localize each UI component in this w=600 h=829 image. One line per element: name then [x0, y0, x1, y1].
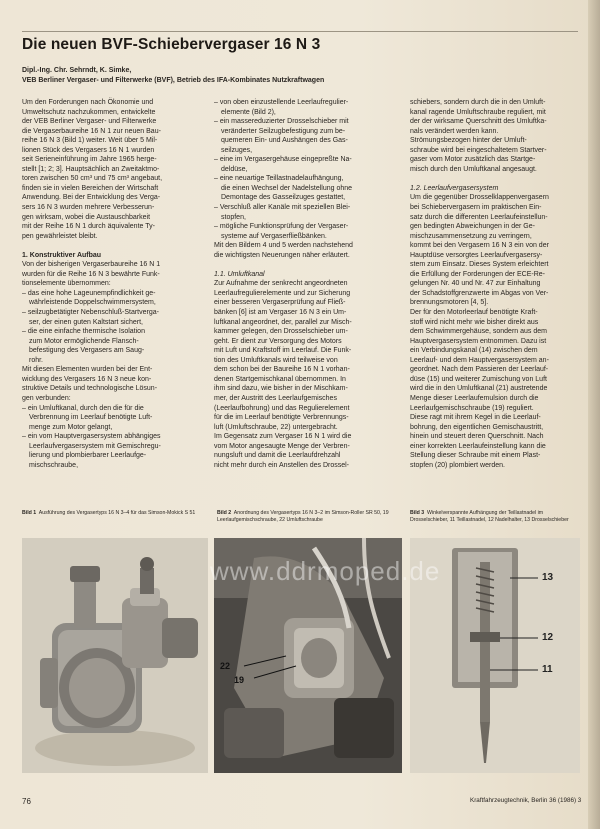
fig3-label-12: 12 — [542, 632, 554, 643]
text-line: zum Motor ermöglichende Flansch- — [29, 337, 139, 345]
text-line: Hauptdüse versorgtes Leerlaufvergasersy- — [410, 251, 543, 259]
text-line: gen verbunden: — [22, 394, 71, 402]
text-line: systeme auf Vergaserfließbänken. — [221, 232, 327, 240]
text-line: vom Motor angesaugte Menge der Verbren- — [214, 442, 350, 450]
text-line: – eine im Vergasergehäuse eingepreßte Na- — [214, 156, 352, 164]
text-line: nicht mehr durch ein Anstellen des Drossel- — [214, 461, 350, 469]
section-heading-1: 1. Konstruktiver Aufbau — [22, 251, 102, 259]
text-line: Leerlauf- und dem Hauptvergasersystem an- — [410, 356, 549, 364]
authors-line-1: Dipl.-Ing. Chr. Sehrndt, K. Simke, — [22, 67, 132, 74]
column-3 — [410, 98, 590, 470]
text-line: luft (Umluftschraube, 22) untergebracht. — [214, 423, 338, 431]
text-line: – eine neuartige Teillastnadelaufhängung, — [214, 175, 344, 183]
text-line: nungsluft und damit die Leerlaufdrehzahl — [214, 452, 341, 460]
journal-footer: Kraftfahrzeugtechnik, Berlin 36 (1986) 3 — [470, 797, 582, 804]
text-line: der VEB Berliner Vergaser- und Filterwerke — [22, 118, 157, 126]
text-line: Demontage des Gasseilzuges gestattet, — [221, 194, 346, 202]
text-line: tionselemente übernommen: — [22, 280, 111, 288]
text-line: stellt [1; 2; 3]. Hauptsächlich an Zweitaktmo- — [22, 165, 160, 173]
text-line: Anwendung. Bei der Entwicklung des Verga- — [22, 194, 161, 202]
text-line: – Verschluß aller Kanäle mit speziellen Blei- — [214, 204, 351, 212]
text-line: düse (15) und weiterer Zumischung von Luft — [410, 375, 547, 383]
bullet-item — [22, 289, 208, 308]
bullet-item — [214, 222, 402, 241]
text-line: struktive Details und technologische Lösun- — [22, 385, 158, 393]
text-line: mischzusammensetzung zu verringern, — [410, 232, 532, 240]
text-line: tion des Umluftkanals wird teilweise von — [214, 356, 338, 364]
text-line: Verbrennung im Leerlauf benötigte Luft- — [29, 414, 153, 422]
text-line: gaser vom Motor zusätzlich das Startge- — [410, 156, 536, 164]
text-line: Strömungsbezogen hinter der Umluft- — [410, 137, 527, 145]
fig2-label-19: 19 — [234, 675, 245, 685]
text-line: – seilzugbetätigter Nebenschluß-Startverga- — [22, 309, 159, 317]
bullet-item — [22, 432, 208, 470]
text-line: lionen Stück des Vergasers 16 N 1 wurden — [22, 146, 155, 154]
bullet-item — [214, 155, 402, 174]
bullet-item — [22, 308, 208, 327]
caption-3-label: Bild 3 — [410, 510, 425, 516]
text-line: bohrung, den eigentlichen Gemischaustritt, — [410, 423, 544, 431]
caption-bild-1 — [22, 510, 202, 517]
text-line: toren zwischen 50 cm³ und 75 cm³ angebaut, — [22, 175, 163, 183]
column-2 — [214, 98, 402, 470]
text-line: Umweltschutz nachzukommen, entwickelte — [22, 108, 156, 116]
text-line: einer korrekten Leerlaufeinstellung kann die — [410, 442, 546, 450]
text-line: dem Schwimmergehäuse, sondern aus dem — [410, 328, 547, 336]
caption-2-label: Bild 2 — [217, 510, 232, 516]
text-line: währleistende Doppelschwimmersystem, — [29, 299, 156, 307]
text-line: nals verändert werden kann. — [410, 127, 499, 135]
page-number: 76 — [22, 797, 31, 806]
text-line: stopfen (20) plombiert werden. — [410, 461, 505, 469]
text-line: menge zum Motor gelangt, — [29, 423, 113, 431]
authors — [22, 66, 582, 86]
text-line: befestigung des Vergasers am Saug- — [29, 347, 145, 355]
text-line: lierung und plombierbarer Leerlaufge- — [29, 452, 147, 460]
text-line: – ein massereduzierter Drosselschieber mit — [214, 118, 349, 126]
text-line: Hauptvergasersystem entnommen. Dazu ist — [410, 337, 547, 345]
text-line: die einen Wechsel der Nadelstellung ohne — [221, 184, 353, 192]
bullet-item — [214, 174, 402, 203]
text-line: Von der bisherigen Vergaserbaureihe 16 N 1 — [22, 261, 161, 269]
text-line: – mögliche Funktionsprüfung der Vergaser- — [214, 223, 349, 231]
text-line: Mit diesen Elementen wurden bei der Ent- — [22, 366, 153, 374]
text-line: Zur Aufnahme der senkrecht angeordneten — [214, 280, 348, 288]
subheading-umluftkanal: 1.1. Umluftkanal — [214, 270, 265, 278]
caption-bild-2 — [217, 510, 402, 523]
text-line: deldüse, — [221, 165, 248, 173]
bullet-item — [22, 404, 208, 433]
text-line: wird die in den Umluftkanal (21) austretende — [410, 385, 548, 393]
text-line: Diese ragt mit ihrem Kegel in die Leerlauf- — [410, 414, 541, 422]
text-line: dem schon bei der Baureihe 16 N 1 vorhan- — [214, 366, 350, 374]
text-line: reihe 16 N 3 (Bild 1) weiter. Weit über 5 Mil- — [22, 137, 158, 145]
text-line: einer besseren Vergaserprüfung auf Fließ- — [214, 299, 346, 307]
article-title: Die neuen BVF-Schiebervergaser 16 N 3 — [22, 36, 321, 53]
col1-p2 — [22, 260, 208, 289]
bullet-item — [22, 327, 208, 365]
col1-p3 — [22, 365, 208, 403]
text-line: veränderter Seilzugbefestigung zum be- — [221, 127, 346, 135]
text-line: wicklung des Vergasers 16 N 3 neue kon- — [22, 375, 152, 383]
col3-p2 — [410, 193, 590, 470]
bullet-item — [214, 117, 402, 155]
text-line: brennungsmotoren [4, 5]. — [410, 299, 489, 307]
text-line: Leerlaufregulierelemente und zur Sicherung — [214, 289, 351, 297]
text-line: ser, der einen guten Kaltstart sichert, — [29, 318, 144, 326]
text-line: mischschraube, — [29, 461, 79, 469]
text-line: wurden für die Reihe 16 N 3 bewährte Funk- — [22, 270, 160, 278]
text-line: schiebers, sondern durch die in den Umluft- — [410, 99, 546, 106]
text-line: gen wirksam, wobei die Austauschbarkeit — [22, 213, 151, 221]
text-line: kammer gelegen, den Drosselschieber um- — [214, 328, 348, 336]
text-line: – das eine hohe Lageunempfindlichkeit ge- — [22, 289, 156, 297]
text-line: elemente (Bild 2), — [221, 108, 276, 116]
text-line: der Schadstoffgrenzwerte im Abgas von Ver- — [410, 289, 549, 297]
text-line: bei Schiebervergasern im praktischen Ein- — [410, 204, 542, 212]
caption-1-text: Ausführung des Vergasertyps 16 N 3–4 für das Simson-Mokick S 51 — [38, 510, 196, 516]
caption-2-text: Anordnung des Vergasertyps 16 N 3–2 im Simson-Roller SR 50, 19 Leerlaufgemischschraube, 22 Umluftschraube — [217, 510, 389, 523]
watermark: www.ddrmoped.de — [210, 556, 441, 586]
figure-1-carburetor-photo — [22, 538, 208, 773]
col1-bullets — [22, 289, 208, 365]
text-line: luftkanal angeordnet, der, parallel zur Misch- — [214, 318, 352, 326]
text-line: satz durch die differenten Leerlaufeinstellun- — [410, 213, 548, 221]
text-line: – ein Umluftkanal, durch den die für die — [22, 404, 144, 412]
text-line: (Leerlaufbohrung) und das Regulierelement — [214, 404, 350, 412]
fig3-label-13: 13 — [542, 572, 554, 583]
text-line: Stellung dieser Schraube mit einem Plast- — [410, 452, 541, 460]
text-line: stoff wird nicht mehr wie bisher direkt aus — [410, 318, 539, 326]
text-line: sers 16 N 3 wurden mehrere Verbesserun- — [22, 204, 155, 212]
text-line: Menge dieser Leerlaufemulsion durch die — [410, 394, 539, 402]
text-line: gelungen Nr. 40 und Nr. 47 zur Einhaltung — [410, 280, 541, 288]
text-line: hinein und steuert deren Querschnitt. Nach — [410, 433, 544, 441]
text-line: stem zum Einsatz. Dieses System erleichtert — [410, 261, 549, 269]
col2-bullets — [214, 98, 402, 241]
text-line: rohr. — [29, 356, 44, 364]
text-line: kommt bei den Vergasern 16 N 3 ein von der — [410, 242, 549, 250]
text-line: die Vergaserbaureihe 16 N 1 zur neuen Bau- — [22, 127, 161, 135]
text-line: kanal ragende Umluftschraube reguliert, mit — [410, 108, 546, 116]
col2-p1 — [214, 241, 402, 260]
text-line: bänken [6] ist am Vergaser 16 N 3 ein Um- — [214, 309, 347, 317]
text-line: – die eine einfache thermische Isolation — [22, 328, 145, 336]
text-line: gen bedingten Abweichungen in der Ge- — [410, 223, 535, 231]
col2-p2 — [214, 279, 402, 470]
text-line: ihm sind dazu, wie bisher in der Mischkam- — [214, 385, 348, 393]
col1-intro — [22, 98, 208, 241]
text-line: pen gewährleistet bleibt. — [22, 232, 98, 240]
top-rule — [22, 31, 578, 32]
caption-1-label: Bild 1 — [22, 510, 37, 516]
text-line: finden sie in vielen Bereichen der Wirtschaft — [22, 184, 159, 192]
column-1 — [22, 98, 208, 470]
text-line: schraube wird bei eingeschaltetem Startver- — [410, 146, 547, 154]
text-line: Der für den Motorleerlauf benötigte Kraft- — [410, 309, 538, 317]
text-line: geht. Er dient zur Versorgung des Motors — [214, 337, 342, 345]
col1-bullets-2 — [22, 404, 208, 471]
text-line: misch durch den Umluftkanal angesaugt. — [410, 165, 537, 173]
text-line: – von oben einzustellende Leerlaufregulier- — [214, 99, 349, 106]
text-line: ein Verbindungskanal (14) zwischen dem — [410, 347, 538, 355]
text-line: stopfen, — [221, 213, 246, 221]
fig2-label-22: 22 — [220, 661, 231, 671]
text-line: die wichtigsten Neuerungen näher erläutert. — [214, 251, 350, 259]
text-line: die Erfüllung der Forderungen der ECE-Re- — [410, 270, 546, 278]
bullet-item — [214, 98, 402, 117]
bullet-item — [214, 203, 402, 222]
subheading-leerlaufvergasersystem: 1.2. Leerlaufvergasersystem — [410, 184, 499, 192]
text-line: mit der Reihe 16 N 1 durch äquivalente Ty- — [22, 223, 155, 231]
text-line: mer, der Austritt des Leerlaufgemisches — [214, 394, 337, 402]
caption-bild-3 — [410, 510, 580, 523]
text-line: quemeren Ein- und Aushängen des Gas- — [221, 137, 348, 145]
text-line: Leerlaufgemischschraube (19) reguliert. — [410, 404, 534, 412]
text-line: seit Serieneinführung im Jahre 1965 herge- — [22, 156, 157, 164]
text-line: Um die gegenüber Drosselklappenvergasern — [410, 194, 549, 202]
text-line: Leerlaufvergasersystem mit Gemischregu- — [29, 442, 161, 450]
text-line: Im Gegensatz zum Vergaser 16 N 1 wird die — [214, 433, 352, 441]
text-line: geordnet. Nach dem Passieren der Leerlauf- — [410, 366, 549, 374]
caption-3-text: Winkelverspannte Aufhängung der Teillastnadel im Drosselschieber, 11 Teillastnadel, 12 Nadelhalter, 13 Drosselschieber — [410, 510, 569, 523]
text-line: – ein vom Hauptvergasersystem abhängiges — [22, 433, 161, 441]
authors-line-2: VEB Berliner Vergaser- und Filterwerke (BVF), Betrieb des IFA-Kombinates Nutzkraftwagen — [22, 77, 325, 84]
text-line: Um den Forderungen nach Ökonomie und — [22, 99, 154, 106]
fig3-label-11: 11 — [542, 664, 553, 675]
text-line: Mit den Bildern 4 und 5 werden nachstehend — [214, 242, 353, 250]
text-line: seilzuges, — [221, 146, 253, 154]
text-line: der der wirksame Querschnitt des Umluftka- — [410, 118, 547, 126]
text-line: für die im Leerlauf benötigte Verbrennungs- — [214, 414, 349, 422]
text-line: mit Luft und Kraftstoff im Leerlauf. Die Funk- — [214, 347, 352, 355]
text-line: denen Startgemischkanal übernommen. In — [214, 375, 346, 383]
col3-p1 — [410, 98, 590, 174]
